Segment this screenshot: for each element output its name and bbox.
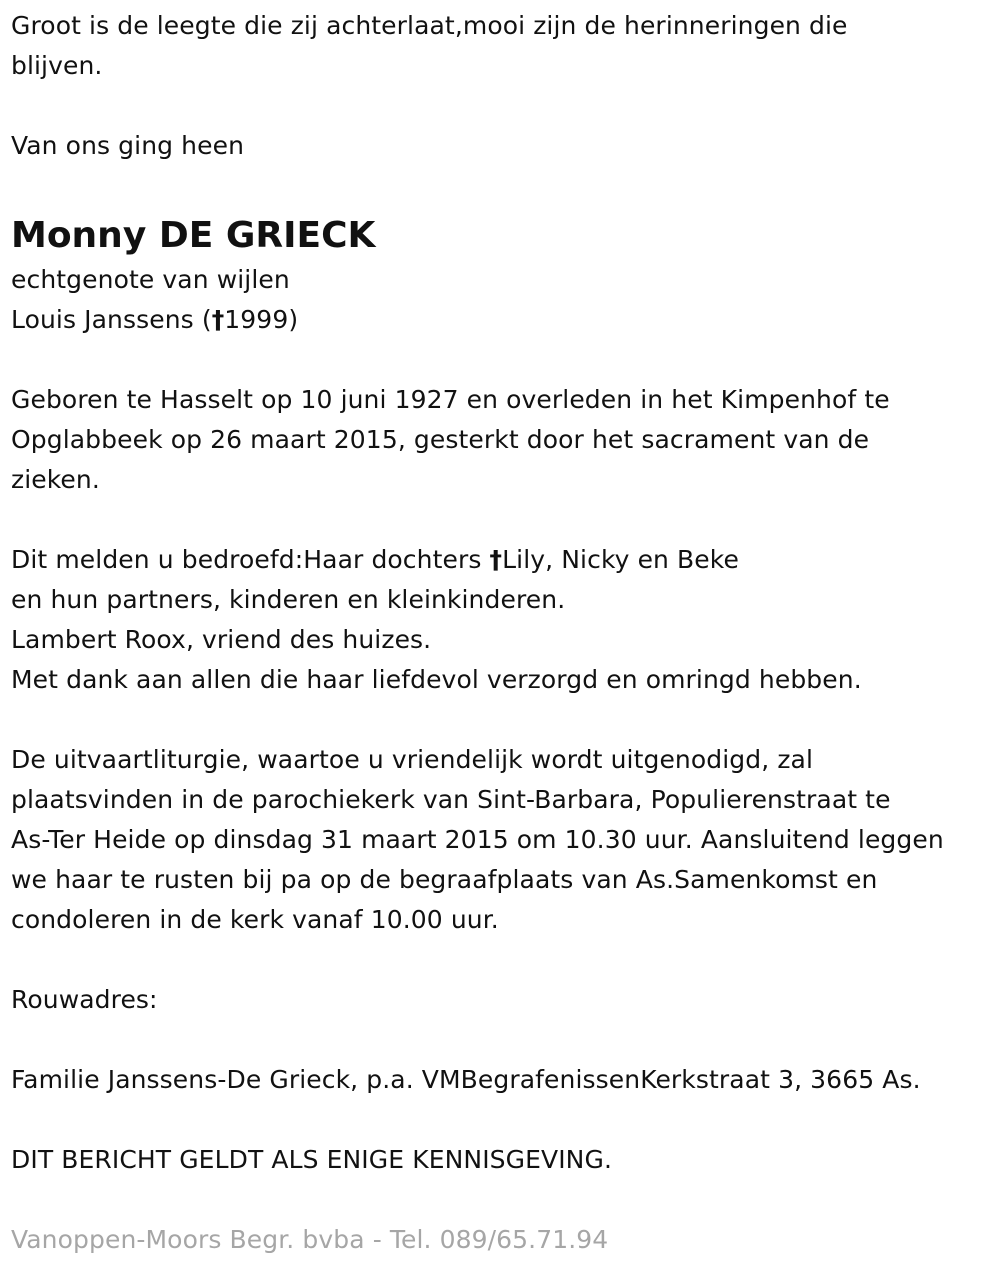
spacer: [11, 1100, 996, 1140]
spouse-name: Louis Janssens (: [11, 305, 212, 334]
cross-icon: †: [489, 545, 503, 574]
family-line-2: en hun partners, kinderen en kleinkinderen.: [11, 585, 566, 614]
cross-icon: †: [211, 305, 225, 334]
obituary-notice: [11, 6, 996, 1260]
spacer: [11, 500, 996, 540]
ceremony-line-5: condoleren in de kerk vanaf 10.00 uur.: [11, 905, 499, 934]
spacer: [11, 940, 996, 980]
deceased-name: Monny DE GRIECK: [11, 215, 376, 256]
relation-text: echtgenote van wijlen: [11, 265, 290, 294]
spacer: [11, 86, 996, 126]
intro-text: Van ons ging heen: [11, 131, 245, 160]
ceremony-line-3: As-Ter Heide op dinsdag 31 maart 2015 om 10.30 uur. Aansluitend leggen: [11, 825, 944, 854]
mourning-address: Familie Janssens-De Grieck, p.a. VMBegrafenissenKerkstraat 3, 3665 As.: [11, 1065, 921, 1094]
family-line-3: Lambert Roox, vriend des huizes.: [11, 625, 432, 654]
ceremony-line-2: plaatsvinden in de parochiekerk van Sint-Barbara, Populierenstraat te: [11, 785, 891, 814]
spacer: [11, 1180, 996, 1220]
family-intro: Dit melden u bedroefd:Haar dochters: [11, 545, 490, 574]
motto-line-1: Groot is de leegte die zij achterlaat,mooi zijn de herinneringen die: [11, 11, 848, 40]
birth-death-line-2: Opglabbeek op 26 maart 2015, gesterkt door het sacrament van de: [11, 425, 870, 454]
birth-death-line-3: zieken.: [11, 465, 100, 494]
spacer: [11, 700, 996, 740]
spacer: [11, 166, 996, 206]
spacer: [11, 340, 996, 380]
ceremony-line-4: we haar te rusten bij pa op de begraafplaats van As.Samenkomst en: [11, 865, 878, 894]
funeral-home-footer: Vanoppen-Moors Begr. bvba - Tel. 089/65.71.94: [11, 1225, 609, 1254]
daughters-names: Lily, Nicky en Beke: [502, 545, 739, 574]
birth-death-line-1: Geboren te Hasselt op 10 juni 1927 en overleden in het Kimpenhof te: [11, 385, 890, 414]
family-line-1: [11, 540, 996, 580]
ceremony-line-1: De uitvaartliturgie, waartoe u vriendelijk wordt uitgenodigd, zal: [11, 745, 814, 774]
notice-text: DIT BERICHT GELDT ALS ENIGE KENNISGEVING.: [11, 1145, 612, 1174]
spacer: [11, 1020, 996, 1060]
motto-line-2: blijven.: [11, 51, 103, 80]
family-line-4: Met dank aan allen die haar liefdevol verzorgd en omringd hebben.: [11, 665, 862, 694]
spouse-text: [11, 300, 996, 340]
mourning-address-label: Rouwadres:: [11, 985, 158, 1014]
spouse-death-year: 1999): [224, 305, 299, 334]
